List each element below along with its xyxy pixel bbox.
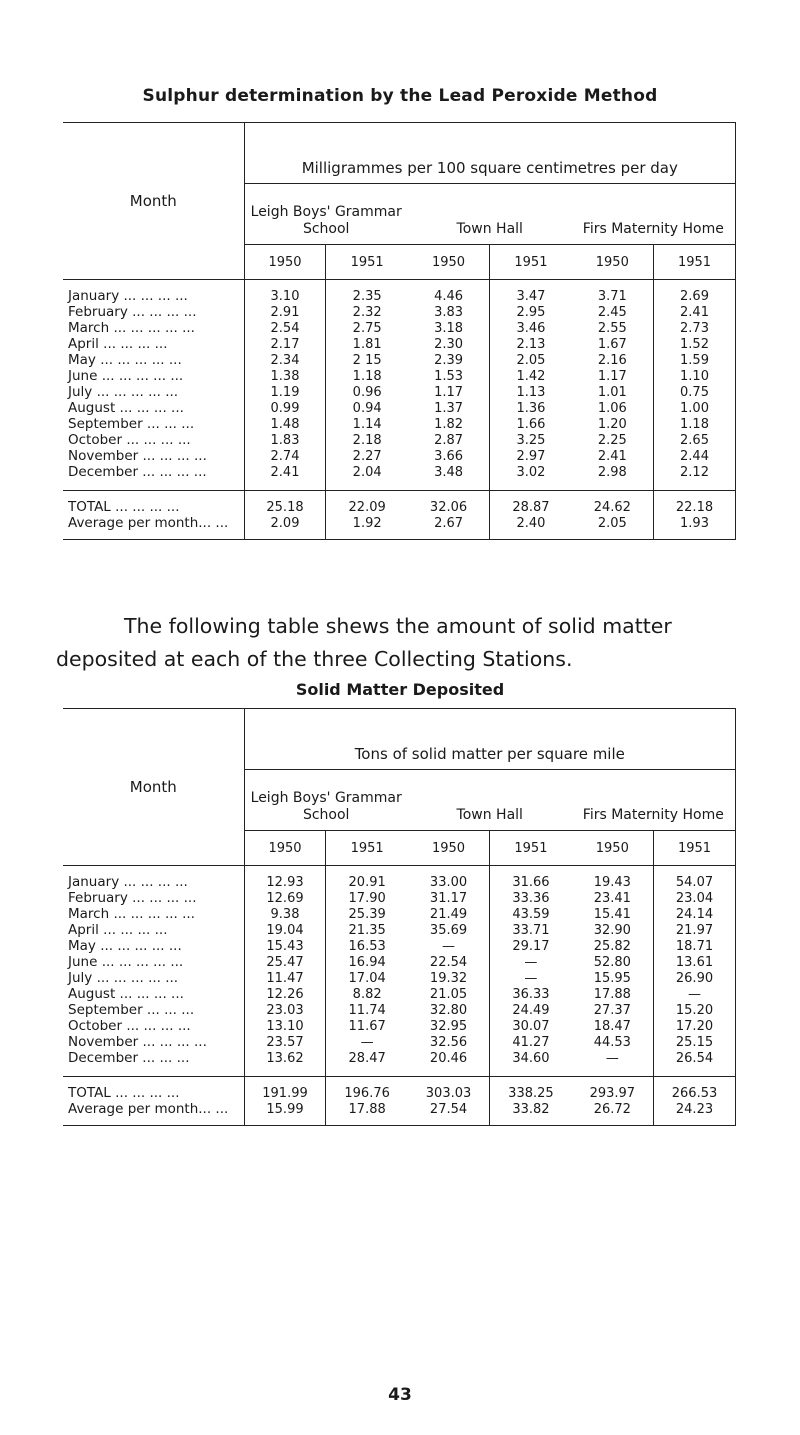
value-cell: 2.41 <box>654 304 736 320</box>
average-value: 2.67 <box>408 515 490 540</box>
value-cell: 1.48 <box>244 416 326 432</box>
table-row <box>63 400 736 416</box>
value-cell: 18.71 <box>654 938 736 954</box>
value-cell: 52.80 <box>572 954 654 970</box>
value-cell: 1.81 <box>352 336 382 352</box>
month-label: February ... ... ... ... <box>63 304 244 320</box>
month-label: March ... ... ... ... ... <box>63 906 244 922</box>
value-cell: 2.69 <box>654 280 736 305</box>
table-row <box>63 336 736 352</box>
value-cell: 1.00 <box>654 400 736 416</box>
value-cell: 2.91 <box>244 304 326 320</box>
value-cell: 2.16 <box>572 352 654 368</box>
total-value: 338.25 <box>490 1077 572 1102</box>
value-cell: 20.91 <box>348 874 386 890</box>
site-header: Leigh Boys' Grammar School <box>244 184 408 245</box>
average-value: 27.54 <box>408 1101 490 1126</box>
value-cell: 1.18 <box>654 416 736 432</box>
month-label: August ... ... ... ... <box>63 400 244 416</box>
table-row <box>63 1050 736 1077</box>
value-cell: 3.71 <box>572 280 654 305</box>
value-cell: 24.49 <box>512 1002 550 1018</box>
value-cell: 19.04 <box>244 922 326 938</box>
value-cell: 23.57 <box>244 1034 326 1050</box>
value-cell: 2.98 <box>572 464 654 491</box>
value-cell: — <box>524 970 538 986</box>
table-row <box>63 448 736 464</box>
value-cell: 32.95 <box>408 1018 490 1034</box>
value-cell: 1.20 <box>572 416 654 432</box>
value-cell: 8.82 <box>352 986 382 1002</box>
value-cell: 15.41 <box>572 906 654 922</box>
value-cell: 3.02 <box>516 464 546 480</box>
month-label: April ... ... ... ... <box>63 922 244 938</box>
value-cell: 33.36 <box>512 890 550 906</box>
value-cell: 12.69 <box>244 890 326 906</box>
value-cell: 2.45 <box>572 304 654 320</box>
total-value: 25.18 <box>244 491 326 516</box>
value-cell: 1.01 <box>572 384 654 400</box>
month-label: September ... ... ... <box>63 1002 244 1018</box>
value-cell: 26.90 <box>654 970 736 986</box>
value-cell: 3.83 <box>408 304 490 320</box>
value-cell: 1.19 <box>244 384 326 400</box>
solid-matter-table <box>63 708 736 1126</box>
table-row <box>63 416 736 432</box>
table-row <box>63 320 736 336</box>
site-header: Town Hall <box>408 770 572 831</box>
value-cell: 22.54 <box>408 954 490 970</box>
value-cell: 13.61 <box>654 954 736 970</box>
table-row <box>63 906 736 922</box>
month-column-header: Month <box>63 709 244 866</box>
table-row <box>63 352 736 368</box>
year-header: 1951 <box>654 245 736 280</box>
value-cell: 25.47 <box>244 954 326 970</box>
value-cell: 31.17 <box>408 890 490 906</box>
value-cell: 2.41 <box>244 464 326 491</box>
value-cell: 2 15 <box>352 352 382 368</box>
value-cell: 1.38 <box>244 368 326 384</box>
value-cell: 21.97 <box>654 922 736 938</box>
sulphur-table <box>63 122 736 540</box>
value-cell: 2.13 <box>516 336 546 352</box>
total-label: TOTAL ... ... ... ... <box>63 491 244 516</box>
month-label: April ... ... ... ... <box>63 336 244 352</box>
value-cell: 26.54 <box>654 1050 736 1077</box>
value-cell: 41.27 <box>512 1034 550 1050</box>
year-header: 1950 <box>408 245 490 280</box>
year-header: 1950 <box>572 245 654 280</box>
table-row <box>63 464 736 491</box>
value-cell: 35.69 <box>408 922 490 938</box>
value-cell: 12.93 <box>244 866 326 891</box>
value-cell: 1.42 <box>516 368 546 384</box>
total-value: 303.03 <box>408 1077 490 1102</box>
units-header: Milligrammes per 100 square centimetres per day <box>244 123 735 184</box>
month-label: May ... ... ... ... ... <box>63 938 244 954</box>
table-row <box>63 432 736 448</box>
value-cell: 36.33 <box>512 986 550 1002</box>
value-cell: 2.18 <box>352 432 382 448</box>
value-cell: 3.10 <box>244 280 326 305</box>
value-cell: 2.27 <box>352 448 382 464</box>
value-cell: 19.32 <box>408 970 490 986</box>
value-cell: 16.53 <box>348 938 386 954</box>
value-cell: 44.53 <box>572 1034 654 1050</box>
average-value: 17.88 <box>348 1101 386 1117</box>
value-cell: 21.35 <box>348 922 386 938</box>
month-label: July ... ... ... ... ... <box>63 970 244 986</box>
month-label: June ... ... ... ... ... <box>63 954 244 970</box>
value-cell: 43.59 <box>512 906 550 922</box>
value-cell: 3.48 <box>408 464 490 491</box>
value-cell: 15.20 <box>654 1002 736 1018</box>
value-cell: 0.75 <box>654 384 736 400</box>
month-label: November ... ... ... ... <box>63 448 244 464</box>
month-label: October ... ... ... ... <box>63 1018 244 1034</box>
value-cell: 17.20 <box>654 1018 736 1034</box>
value-cell: — <box>572 1050 654 1077</box>
month-label: December ... ... ... <box>63 1050 244 1077</box>
table-row <box>63 1034 736 1050</box>
year-header: 1950 <box>244 831 326 866</box>
value-cell: 25.39 <box>348 906 386 922</box>
value-cell: 1.83 <box>244 432 326 448</box>
value-cell: 2.54 <box>244 320 326 336</box>
value-cell: 0.94 <box>352 400 382 416</box>
value-cell: 0.99 <box>244 400 326 416</box>
table-row <box>63 938 736 954</box>
value-cell: — <box>408 938 490 954</box>
value-cell: 17.88 <box>572 986 654 1002</box>
site-header: Firs Maternity Home <box>572 770 736 831</box>
value-cell: 17.90 <box>348 890 386 906</box>
table-row <box>63 866 736 891</box>
year-header: 1950 <box>408 831 490 866</box>
table-row <box>63 954 736 970</box>
value-cell: 2.75 <box>352 320 382 336</box>
year-header: 1950 <box>572 831 654 866</box>
month-label: June ... ... ... ... ... <box>63 368 244 384</box>
average-value: 26.72 <box>572 1101 654 1126</box>
value-cell: 11.47 <box>244 970 326 986</box>
value-cell: 25.15 <box>654 1034 736 1050</box>
month-label: September ... ... ... <box>63 416 244 432</box>
value-cell: 2.87 <box>408 432 490 448</box>
site-header: Town Hall <box>408 184 572 245</box>
value-cell: 2.17 <box>244 336 326 352</box>
page-number: 43 <box>388 1385 412 1405</box>
month-label: January ... ... ... ... <box>63 866 244 891</box>
value-cell: 15.43 <box>244 938 326 954</box>
total-value: 22.18 <box>654 491 736 516</box>
total-value: 24.62 <box>572 491 654 516</box>
value-cell: 1.37 <box>408 400 490 416</box>
value-cell: 2.97 <box>516 448 546 464</box>
value-cell: 21.49 <box>408 906 490 922</box>
value-cell: 16.94 <box>348 954 386 970</box>
year-header: 1951 <box>654 831 736 866</box>
value-cell: 28.47 <box>348 1050 386 1066</box>
site-header: Leigh Boys' Grammar School <box>244 770 408 831</box>
month-label: January ... ... ... ... <box>63 280 244 305</box>
average-value: 1.92 <box>352 515 382 531</box>
value-cell: 9.38 <box>244 906 326 922</box>
value-cell: 54.07 <box>654 866 736 891</box>
value-cell: 2.73 <box>654 320 736 336</box>
value-cell: 1.52 <box>654 336 736 352</box>
value-cell: 2.25 <box>572 432 654 448</box>
month-label: August ... ... ... ... <box>63 986 244 1002</box>
total-row <box>63 1077 736 1102</box>
value-cell: 2.44 <box>654 448 736 464</box>
value-cell: 24.14 <box>654 906 736 922</box>
month-label: November ... ... ... ... <box>63 1034 244 1050</box>
value-cell: 2.74 <box>244 448 326 464</box>
value-cell: 19.43 <box>572 866 654 891</box>
intro-paragraph: The following table shews the amount of solid matter deposited at each of the three Collecting Stations. <box>56 614 672 671</box>
table-row <box>63 890 736 906</box>
value-cell: 1.17 <box>408 384 490 400</box>
value-cell: 12.26 <box>244 986 326 1002</box>
value-cell: 1.13 <box>516 384 546 400</box>
total-row <box>63 491 736 516</box>
year-header: 1951 <box>490 245 572 280</box>
value-cell: 3.46 <box>516 320 546 336</box>
average-value: 24.23 <box>654 1101 736 1126</box>
month-column-header: Month <box>63 123 244 280</box>
value-cell: 1.67 <box>572 336 654 352</box>
average-row <box>63 515 736 540</box>
year-header: 1951 <box>490 831 572 866</box>
value-cell: — <box>360 1034 374 1050</box>
average-value: 2.40 <box>516 515 546 531</box>
total-label: TOTAL ... ... ... ... <box>63 1077 244 1102</box>
total-value: 28.87 <box>490 491 572 516</box>
value-cell: 20.46 <box>408 1050 490 1077</box>
year-header: 1951 <box>326 831 408 866</box>
value-cell: 2.35 <box>352 288 382 304</box>
table-row <box>63 986 736 1002</box>
value-cell: 1.66 <box>516 416 546 432</box>
value-cell: 3.25 <box>516 432 546 448</box>
total-value: 32.06 <box>408 491 490 516</box>
table-row <box>63 368 736 384</box>
value-cell: 23.04 <box>654 890 736 906</box>
value-cell: 13.62 <box>244 1050 326 1077</box>
value-cell: 17.04 <box>348 970 386 986</box>
value-cell: 31.66 <box>512 874 550 890</box>
value-cell: — <box>654 986 736 1002</box>
value-cell: 2.41 <box>572 448 654 464</box>
average-label: Average per month... ... <box>63 1101 244 1126</box>
value-cell: 4.46 <box>408 280 490 305</box>
month-label: December ... ... ... ... <box>63 464 244 491</box>
value-cell: 1.18 <box>352 368 382 384</box>
table-row <box>63 384 736 400</box>
value-cell: 32.80 <box>408 1002 490 1018</box>
value-cell: 2.39 <box>408 352 490 368</box>
average-value: 33.82 <box>512 1101 550 1117</box>
value-cell: 2.95 <box>516 304 546 320</box>
table-row <box>63 970 736 986</box>
value-cell: 21.05 <box>408 986 490 1002</box>
value-cell: 3.47 <box>516 288 546 304</box>
value-cell: 1.36 <box>516 400 546 416</box>
value-cell: 11.67 <box>348 1018 386 1034</box>
value-cell: 2.65 <box>654 432 736 448</box>
average-value: 15.99 <box>244 1101 326 1126</box>
value-cell: 0.96 <box>352 384 382 400</box>
average-label: Average per month... ... <box>63 515 244 540</box>
total-value: 191.99 <box>244 1077 326 1102</box>
table-row <box>63 280 736 305</box>
value-cell: 2.32 <box>352 304 382 320</box>
value-cell: 30.07 <box>512 1018 550 1034</box>
year-header: 1951 <box>326 245 408 280</box>
value-cell: 2.55 <box>572 320 654 336</box>
value-cell: 32.90 <box>572 922 654 938</box>
value-cell: 2.34 <box>244 352 326 368</box>
value-cell: 2.30 <box>408 336 490 352</box>
value-cell: 32.56 <box>408 1034 490 1050</box>
table1-title: Sulphur determination by the Lead Peroxide Method <box>142 86 658 106</box>
value-cell: 23.03 <box>244 1002 326 1018</box>
value-cell: 18.47 <box>572 1018 654 1034</box>
site-header: Firs Maternity Home <box>572 184 736 245</box>
value-cell: 23.41 <box>572 890 654 906</box>
total-value: 196.76 <box>326 1077 408 1102</box>
value-cell: 2.12 <box>654 464 736 491</box>
total-value: 293.97 <box>572 1077 654 1102</box>
value-cell: 1.06 <box>572 400 654 416</box>
value-cell: 2.04 <box>352 464 382 480</box>
value-cell: 1.82 <box>408 416 490 432</box>
value-cell: — <box>524 954 538 970</box>
average-value: 2.05 <box>572 515 654 540</box>
value-cell: 27.37 <box>572 1002 654 1018</box>
total-value: 266.53 <box>654 1077 736 1102</box>
table-row <box>63 304 736 320</box>
month-label: March ... ... ... ... ... <box>63 320 244 336</box>
table-row <box>63 1018 736 1034</box>
value-cell: 1.10 <box>654 368 736 384</box>
total-value: 22.09 <box>326 491 408 516</box>
value-cell: 2.05 <box>516 352 546 368</box>
value-cell: 1.14 <box>352 416 382 432</box>
value-cell: 15.95 <box>572 970 654 986</box>
average-value: 2.09 <box>244 515 326 540</box>
month-label: February ... ... ... ... <box>63 890 244 906</box>
value-cell: 33.71 <box>512 922 550 938</box>
month-label: July ... ... ... ... ... <box>63 384 244 400</box>
value-cell: 1.53 <box>408 368 490 384</box>
value-cell: 11.74 <box>348 1002 386 1018</box>
value-cell: 1.17 <box>572 368 654 384</box>
table-row <box>63 1002 736 1018</box>
average-value: 1.93 <box>654 515 736 540</box>
value-cell: 34.60 <box>512 1050 550 1066</box>
value-cell: 29.17 <box>512 938 550 954</box>
table-row <box>63 922 736 938</box>
table2-title: Solid Matter Deposited <box>295 680 505 699</box>
value-cell: 1.59 <box>654 352 736 368</box>
value-cell: 3.66 <box>408 448 490 464</box>
value-cell: 3.18 <box>408 320 490 336</box>
average-row <box>63 1101 736 1126</box>
value-cell: 13.10 <box>244 1018 326 1034</box>
month-label: May ... ... ... ... ... <box>63 352 244 368</box>
year-header: 1950 <box>244 245 326 280</box>
value-cell: 33.00 <box>408 866 490 891</box>
month-label: October ... ... ... ... <box>63 432 244 448</box>
units-header: Tons of solid matter per square mile <box>244 709 735 770</box>
value-cell: 25.82 <box>572 938 654 954</box>
